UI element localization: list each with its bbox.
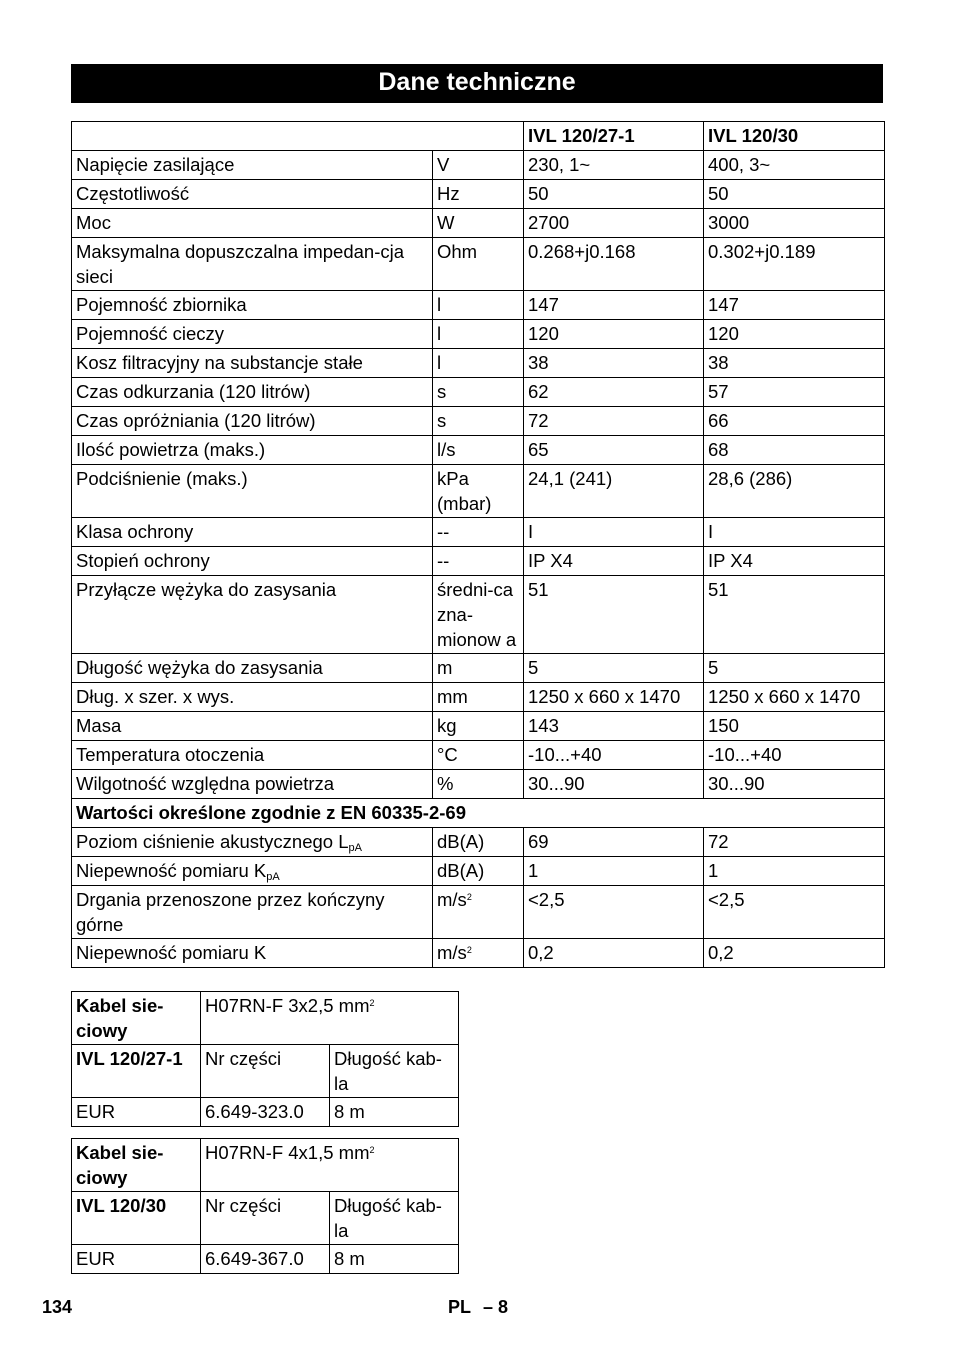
row-label: Podciśnienie (maks.) <box>72 465 433 518</box>
row-unit: m <box>433 654 524 683</box>
row-label: Dług. x szer. x wys. <box>72 683 433 712</box>
cable-table-2 <box>71 1138 459 1274</box>
row-value-model-1: 38 <box>524 349 704 378</box>
row-label: Niepewność pomiaru $K_{pA}$ <box>72 857 433 886</box>
row-value-model-2: 3000 <box>704 209 885 238</box>
cable-spec: H07RN-F 3x2,5 $mm^2$ <box>201 992 459 1045</box>
row-value-model-1: -10...+40 <box>524 741 704 770</box>
row-value-model-1: IP X4 <box>524 547 704 576</box>
row-value-model-1: 62 <box>524 378 704 407</box>
row-value-model-2: 0,2 <box>704 939 885 968</box>
row-value-model-2: 28,6 (286) <box>704 465 885 518</box>
row-label: Ilość powietrza (maks.) <box>72 436 433 465</box>
cable-region: EUR <box>72 1245 201 1274</box>
row-unit: % <box>433 770 524 799</box>
row-unit: Ohm <box>433 238 524 291</box>
row-value-model-2: 68 <box>704 436 885 465</box>
row-label: Wilgotność względna powietrza <box>72 770 433 799</box>
row-label: Częstotliwość <box>72 180 433 209</box>
row-value-model-1: 65 <box>524 436 704 465</box>
row-value-model-1: 30...90 <box>524 770 704 799</box>
cable-part-number: 6.649-323.0 <box>201 1098 330 1127</box>
row-label: Czas opróżniania (120 litrów) <box>72 407 433 436</box>
row-value-model-1: 69 <box>524 828 704 857</box>
row-value-model-1: 120 <box>524 320 704 349</box>
page-title: Dane techniczne <box>71 64 883 103</box>
row-unit: s <box>433 378 524 407</box>
row-unit: °C <box>433 741 524 770</box>
page-number: 134 <box>42 1297 73 1317</box>
table-row <box>72 151 885 180</box>
row-value-model-1: 0,2 <box>524 939 704 968</box>
header-model-2: IVL 120/30 <box>704 122 885 151</box>
table-row <box>72 712 885 741</box>
row-label: Temperatura otoczenia <box>72 741 433 770</box>
technical-data-table <box>71 121 885 968</box>
row-value-model-2: -10...+40 <box>704 741 885 770</box>
table-row <box>72 518 885 547</box>
row-label: Napięcie zasilające <box>72 151 433 180</box>
row-label: Przyłącze wężyka do zasysania <box>72 576 433 654</box>
row-value-model-2: IP X4 <box>704 547 885 576</box>
cable-part-number: 6.649-367.0 <box>201 1245 330 1274</box>
row-label: Czas odkurzania (120 litrów) <box>72 378 433 407</box>
table-row <box>72 291 885 320</box>
cable-model: IVL 120/27-1 <box>72 1045 201 1098</box>
row-label: Niepewność pomiaru K <box>72 939 433 968</box>
part-number-header: Nr części <box>201 1192 330 1245</box>
cable-length-header: Długość kab-la <box>330 1045 459 1098</box>
row-label: Długość wężyka do zasysania <box>72 654 433 683</box>
table-row <box>72 683 885 712</box>
row-unit: W <box>433 209 524 238</box>
table-row <box>72 828 885 857</box>
table-row <box>72 886 885 939</box>
part-number-header: Nr części <box>201 1045 330 1098</box>
row-value-model-2: 400, 3~ <box>704 151 885 180</box>
table-row <box>72 209 885 238</box>
table-row <box>72 770 885 799</box>
row-value-model-2: 1250 x 660 x 1470 <box>704 683 885 712</box>
table-row <box>72 180 885 209</box>
table-row <box>72 349 885 378</box>
row-unit: l <box>433 320 524 349</box>
row-value-model-1: 230, 1~ <box>524 151 704 180</box>
table-row <box>72 654 885 683</box>
cable-label: Kabel sie-ciowy <box>72 992 201 1045</box>
row-unit: l <box>433 349 524 378</box>
table-row <box>72 378 885 407</box>
row-value-model-1: 51 <box>524 576 704 654</box>
row-value-model-2: 72 <box>704 828 885 857</box>
row-value-model-1: <2,5 <box>524 886 704 939</box>
row-unit: dB(A) <box>433 828 524 857</box>
table-row <box>72 407 885 436</box>
cable-spec: H07RN-F 4x1,5 $mm^2$ <box>201 1139 459 1192</box>
row-value-model-1: 0.268+j0.168 <box>524 238 704 291</box>
row-label: Klasa ochrony <box>72 518 433 547</box>
row-value-model-1: 5 <box>524 654 704 683</box>
table-row <box>72 238 885 291</box>
table-header-row <box>72 122 885 151</box>
row-label: Moc <box>72 209 433 238</box>
row-value-model-2: 57 <box>704 378 885 407</box>
row-value-model-1: 2700 <box>524 209 704 238</box>
row-value-model-1: I <box>524 518 704 547</box>
row-value-model-1: 72 <box>524 407 704 436</box>
table-row <box>72 547 885 576</box>
row-unit: V <box>433 151 524 180</box>
row-unit: $m/s^2$ <box>433 939 524 968</box>
row-label: Kosz filtracyjny na substancje stałe <box>72 349 433 378</box>
table-row <box>72 465 885 518</box>
table-row <box>72 320 885 349</box>
row-label: Stopień ochrony <box>72 547 433 576</box>
row-value-model-2: <2,5 <box>704 886 885 939</box>
row-value-model-2: 147 <box>704 291 885 320</box>
language-code: PL <box>448 1297 472 1317</box>
row-unit: s <box>433 407 524 436</box>
row-value-model-1: 50 <box>524 180 704 209</box>
row-value-model-2: 1 <box>704 857 885 886</box>
row-value-model-1: 143 <box>524 712 704 741</box>
header-model-1: IVL 120/27-1 <box>524 122 704 151</box>
row-unit: Hz <box>433 180 524 209</box>
row-label: Poziom ciśnienie akustycznego $L_{pA}$ <box>72 828 433 857</box>
cable-length-header: Długość kab-la <box>330 1192 459 1245</box>
row-unit: $m/s^2$ <box>433 886 524 939</box>
row-value-model-1: 24,1 (241) <box>524 465 704 518</box>
row-value-model-2: 120 <box>704 320 885 349</box>
table-row <box>72 939 885 968</box>
row-unit: mm <box>433 683 524 712</box>
row-value-model-2: 38 <box>704 349 885 378</box>
cable-label: Kabel sie-ciowy <box>72 1139 201 1192</box>
row-value-model-2: 5 <box>704 654 885 683</box>
table-row <box>72 857 885 886</box>
section-header-row <box>72 799 885 828</box>
row-unit: kg <box>433 712 524 741</box>
table-row <box>72 576 885 654</box>
section-page-number: – 8 <box>483 1297 509 1317</box>
row-label: Masa <box>72 712 433 741</box>
cable-table-1 <box>71 991 459 1127</box>
row-value-model-2: 66 <box>704 407 885 436</box>
row-value-model-2: 150 <box>704 712 885 741</box>
row-label: Pojemność cieczy <box>72 320 433 349</box>
row-unit: -- <box>433 518 524 547</box>
row-unit: dB(A) <box>433 857 524 886</box>
row-value-model-2: 0.302+j0.189 <box>704 238 885 291</box>
row-value-model-2: 50 <box>704 180 885 209</box>
section-title: Wartości określone zgodnie z EN 60335-2-69 <box>72 799 885 828</box>
row-value-model-2: 30...90 <box>704 770 885 799</box>
row-label: Maksymalna dopuszczalna impedan-cja sieci <box>72 238 433 291</box>
row-unit: kPa (mbar) <box>433 465 524 518</box>
row-value-model-1: 147 <box>524 291 704 320</box>
row-unit: średni-ca zna-mionow a <box>433 576 524 654</box>
row-unit: l <box>433 291 524 320</box>
cable-model: IVL 120/30 <box>72 1192 201 1245</box>
cable-length: 8 m <box>330 1098 459 1127</box>
row-value-model-2: I <box>704 518 885 547</box>
table-row <box>72 741 885 770</box>
header-empty-cell <box>72 122 524 151</box>
table-row <box>72 436 885 465</box>
row-value-model-1: 1250 x 660 x 1470 <box>524 683 704 712</box>
row-label: Pojemność zbiornika <box>72 291 433 320</box>
row-unit: l/s <box>433 436 524 465</box>
cable-length: 8 m <box>330 1245 459 1274</box>
row-value-model-1: 1 <box>524 857 704 886</box>
row-label: Drgania przenoszone przez kończyny górne <box>72 886 433 939</box>
row-value-model-2: 51 <box>704 576 885 654</box>
row-unit: -- <box>433 547 524 576</box>
cable-region: EUR <box>72 1098 201 1127</box>
